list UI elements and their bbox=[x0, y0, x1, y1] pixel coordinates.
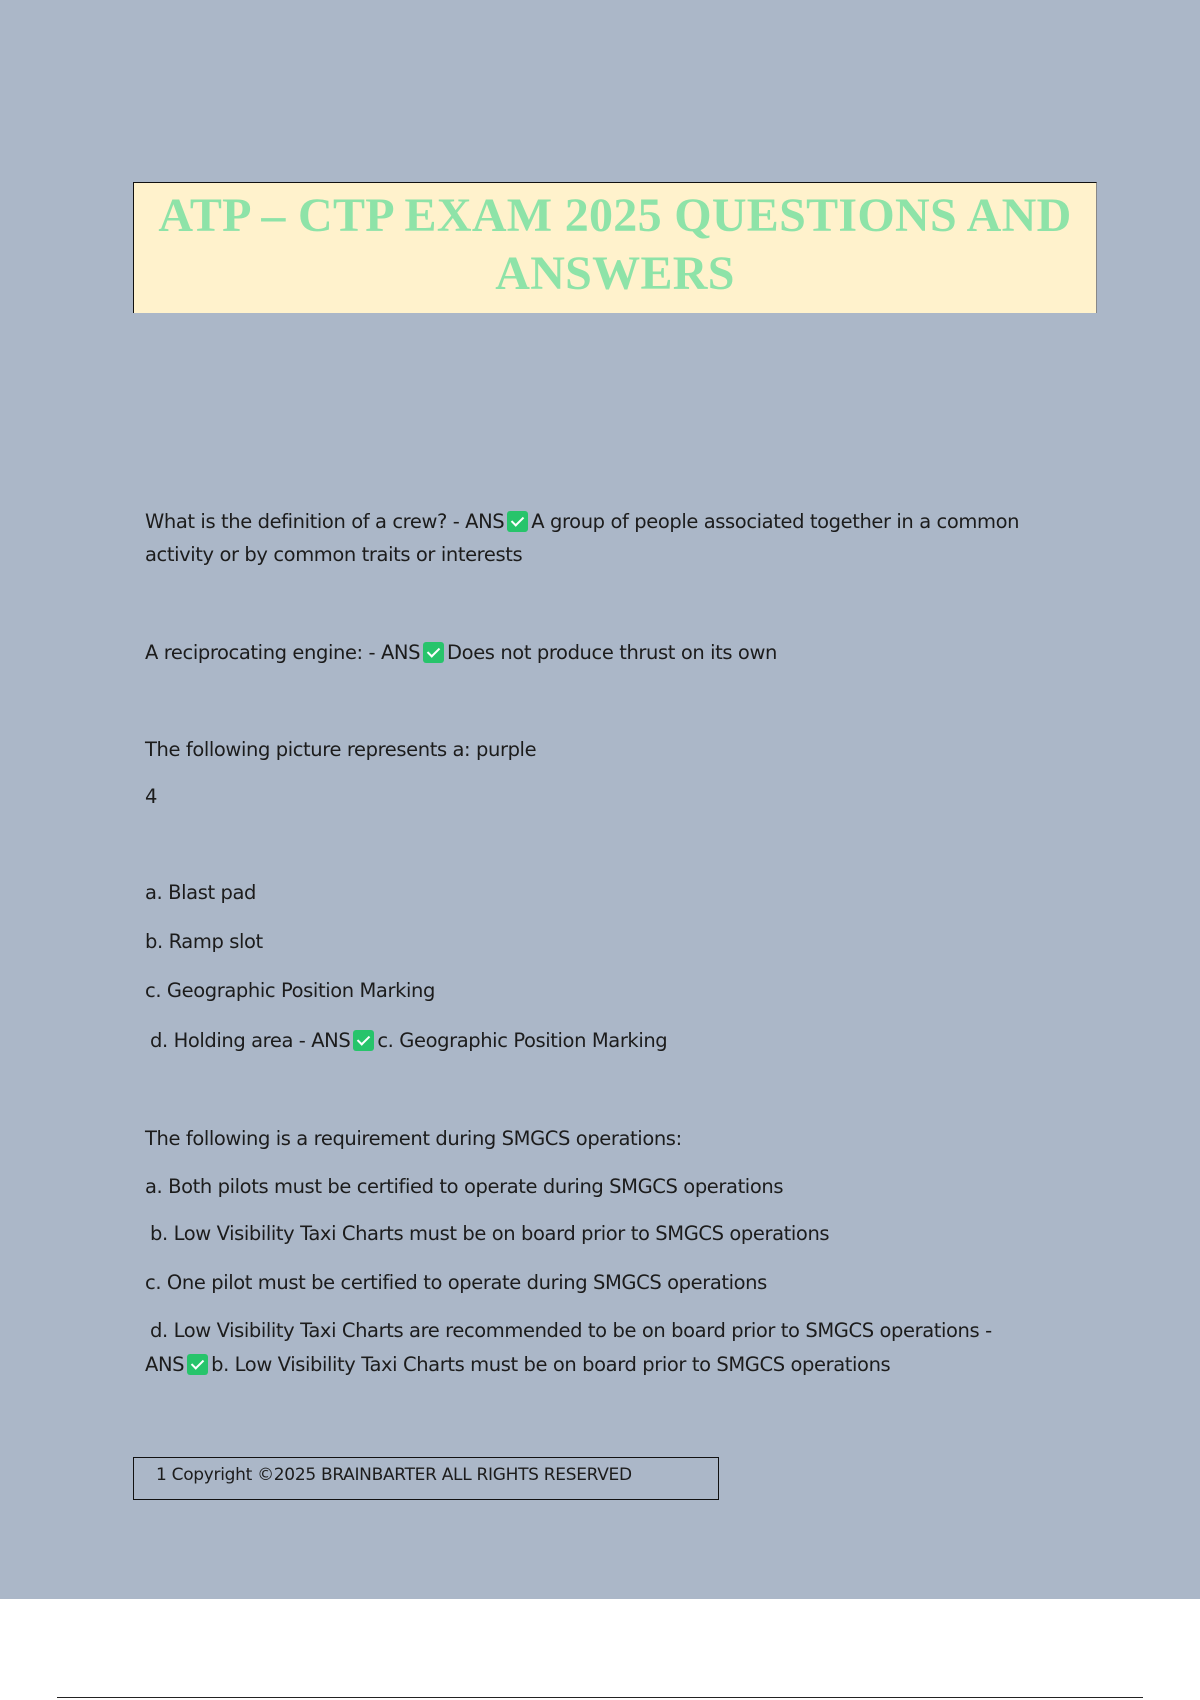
check-mark-icon bbox=[187, 1354, 208, 1375]
q3-option-d bbox=[150, 1024, 667, 1058]
q4-option-a-text: a. Both pilots must be certified to operate during SMGCS operations bbox=[145, 1175, 784, 1198]
q4-question: The following is a requirement during SMGCS operations: bbox=[145, 1127, 682, 1150]
q1-answer-part-1: A group of people associated together in a common bbox=[531, 510, 1020, 533]
q4-question-line bbox=[145, 1122, 682, 1156]
q1-answer-part-2: activity or by common traits or interests bbox=[145, 543, 523, 566]
q3-option-c bbox=[145, 974, 435, 1008]
q4-answer-line bbox=[145, 1348, 890, 1382]
check-mark-icon bbox=[423, 642, 444, 663]
check-mark-icon bbox=[353, 1030, 374, 1051]
q4-option-d bbox=[150, 1314, 992, 1348]
q3-option-b bbox=[145, 925, 263, 959]
copyright-footer bbox=[133, 1457, 719, 1500]
q1-line-2 bbox=[145, 538, 522, 572]
q2-question: A reciprocating engine: - ANS bbox=[145, 641, 421, 664]
copyright-text: 1 Copyright ©2025 BRAINBARTER ALL RIGHTS RESERVED bbox=[156, 1465, 632, 1485]
q4-option-c bbox=[145, 1266, 767, 1300]
q3-question-line bbox=[145, 733, 536, 767]
q4-option-a bbox=[145, 1170, 783, 1204]
q4-option-b-text: b. Low Visibility Taxi Charts must be on board prior to SMGCS operations bbox=[150, 1222, 830, 1245]
q3-option-a-text: a. Blast pad bbox=[145, 881, 257, 904]
q2-line bbox=[145, 636, 777, 670]
q3-option-b-text: b. Ramp slot bbox=[145, 930, 263, 953]
q1-question: What is the definition of a crew? - ANS bbox=[145, 510, 505, 533]
q3-option-a bbox=[145, 876, 256, 910]
q3-option-d-text: d. Holding area - ANS bbox=[150, 1029, 351, 1052]
bottom-divider bbox=[57, 1697, 1143, 1698]
title-line-2: ANSWERS bbox=[495, 247, 735, 300]
q4-option-b bbox=[150, 1217, 829, 1251]
q4-ans-label: ANS bbox=[145, 1353, 185, 1376]
q1-line-1 bbox=[145, 505, 1019, 539]
title-box bbox=[133, 182, 1097, 313]
q2-answer: Does not produce thrust on its own bbox=[447, 641, 777, 664]
q3-question: The following picture represents a: purple bbox=[145, 738, 537, 761]
q3-answer: c. Geographic Position Marking bbox=[377, 1029, 668, 1052]
q3-option-c-text: c. Geographic Position Marking bbox=[145, 979, 435, 1002]
title-line-1: ATP – CTP EXAM 2025 QUESTIONS AND bbox=[158, 189, 1072, 242]
document-title bbox=[134, 187, 1096, 303]
q3-number: 4 bbox=[145, 785, 158, 808]
check-mark-icon bbox=[507, 511, 528, 532]
q4-answer: b. Low Visibility Taxi Charts must be on board prior to SMGCS operations bbox=[211, 1353, 891, 1376]
q4-option-c-text: c. One pilot must be certified to operate during SMGCS operations bbox=[145, 1271, 767, 1294]
q4-option-d-text: d. Low Visibility Taxi Charts are recommended to be on board prior to SMGCS operations - bbox=[150, 1319, 992, 1342]
q3-number-line bbox=[145, 780, 157, 814]
